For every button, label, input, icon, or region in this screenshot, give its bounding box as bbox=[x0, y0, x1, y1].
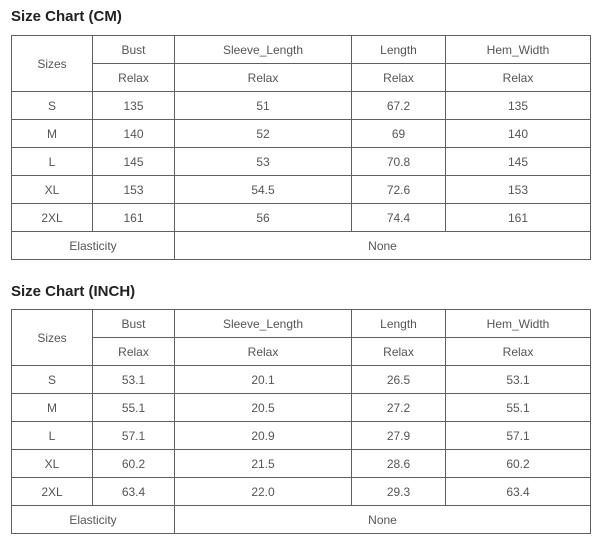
hem-width-cell: 153 bbox=[446, 176, 591, 204]
elasticity-value: None bbox=[175, 232, 591, 260]
size-chart-inch-table bbox=[11, 309, 591, 534]
hem-width-cell: 63.4 bbox=[446, 478, 591, 506]
bust-cell: 140 bbox=[93, 120, 175, 148]
sizes-header: Sizes bbox=[12, 36, 93, 92]
hem-width-cell: 135 bbox=[446, 92, 591, 120]
table-row bbox=[12, 366, 591, 394]
bust-cell: 153 bbox=[93, 176, 175, 204]
bust-header: Bust bbox=[93, 310, 175, 338]
bust-cell: 53.1 bbox=[93, 366, 175, 394]
bust-cell: 57.1 bbox=[93, 422, 175, 450]
hem-width-cell: 55.1 bbox=[446, 394, 591, 422]
sleeve-length-cell: 52 bbox=[175, 120, 352, 148]
length-header: Length bbox=[352, 310, 446, 338]
hem-width-cell: 145 bbox=[446, 148, 591, 176]
table-row bbox=[12, 394, 591, 422]
table-row bbox=[12, 422, 591, 450]
size-cell: L bbox=[12, 148, 93, 176]
size-cell: M bbox=[12, 120, 93, 148]
fit-row bbox=[12, 338, 591, 366]
sleeve-length-cell: 53 bbox=[175, 148, 352, 176]
table-row bbox=[12, 204, 591, 232]
header-row bbox=[12, 310, 591, 338]
bust-cell: 145 bbox=[93, 148, 175, 176]
bust-cell: 55.1 bbox=[93, 394, 175, 422]
sleeve-length-header: Sleeve_Length bbox=[175, 36, 352, 64]
bust-cell: 63.4 bbox=[93, 478, 175, 506]
elasticity-value: None bbox=[175, 506, 591, 534]
bust-cell: 135 bbox=[93, 92, 175, 120]
bust-cell: 161 bbox=[93, 204, 175, 232]
length-cell: 26.5 bbox=[352, 366, 446, 394]
table-row bbox=[12, 148, 591, 176]
size-chart-cm-title: Size Chart (CM) bbox=[11, 8, 122, 25]
header-row bbox=[12, 36, 591, 64]
elasticity-row bbox=[12, 506, 591, 534]
length-cell: 27.9 bbox=[352, 422, 446, 450]
sleeve-length-cell: 51 bbox=[175, 92, 352, 120]
hem-width-header: Hem_Width bbox=[446, 310, 591, 338]
sleeve-length-cell: 22.0 bbox=[175, 478, 352, 506]
length-header: Length bbox=[352, 36, 446, 64]
hem-width-cell: 140 bbox=[446, 120, 591, 148]
hem-width-fit: Relax bbox=[446, 338, 591, 366]
size-chart-cm-table bbox=[11, 35, 591, 260]
sleeve-length-cell: 20.9 bbox=[175, 422, 352, 450]
length-cell: 74.4 bbox=[352, 204, 446, 232]
table-row bbox=[12, 176, 591, 204]
size-chart-inch-title: Size Chart (INCH) bbox=[11, 283, 136, 300]
hem-width-header: Hem_Width bbox=[446, 36, 591, 64]
sizes-header: Sizes bbox=[12, 310, 93, 366]
length-fit: Relax bbox=[352, 338, 446, 366]
size-cell: S bbox=[12, 366, 93, 394]
sleeve-length-cell: 20.5 bbox=[175, 394, 352, 422]
elasticity-label: Elasticity bbox=[12, 232, 175, 260]
hem-width-cell: 57.1 bbox=[446, 422, 591, 450]
table-row bbox=[12, 120, 591, 148]
hem-width-cell: 60.2 bbox=[446, 450, 591, 478]
sleeve-length-cell: 20.1 bbox=[175, 366, 352, 394]
size-cell: M bbox=[12, 394, 93, 422]
hem-width-cell: 161 bbox=[446, 204, 591, 232]
length-cell: 29.3 bbox=[352, 478, 446, 506]
elasticity-label: Elasticity bbox=[12, 506, 175, 534]
sleeve-length-fit: Relax bbox=[175, 338, 352, 366]
bust-fit: Relax bbox=[93, 338, 175, 366]
length-cell: 69 bbox=[352, 120, 446, 148]
table-row bbox=[12, 92, 591, 120]
length-cell: 72.6 bbox=[352, 176, 446, 204]
sleeve-length-header: Sleeve_Length bbox=[175, 310, 352, 338]
size-cell: L bbox=[12, 422, 93, 450]
size-cell: XL bbox=[12, 450, 93, 478]
hem-width-cell: 53.1 bbox=[446, 366, 591, 394]
sleeve-length-cell: 56 bbox=[175, 204, 352, 232]
size-cell: S bbox=[12, 92, 93, 120]
sleeve-length-cell: 21.5 bbox=[175, 450, 352, 478]
hem-width-fit: Relax bbox=[446, 64, 591, 92]
length-cell: 27.2 bbox=[352, 394, 446, 422]
fit-row bbox=[12, 64, 591, 92]
table-row bbox=[12, 450, 591, 478]
bust-cell: 60.2 bbox=[93, 450, 175, 478]
size-cell: 2XL bbox=[12, 204, 93, 232]
sleeve-length-fit: Relax bbox=[175, 64, 352, 92]
table-row bbox=[12, 478, 591, 506]
length-cell: 70.8 bbox=[352, 148, 446, 176]
length-fit: Relax bbox=[352, 64, 446, 92]
size-cell: 2XL bbox=[12, 478, 93, 506]
bust-header: Bust bbox=[93, 36, 175, 64]
size-cell: XL bbox=[12, 176, 93, 204]
elasticity-row bbox=[12, 232, 591, 260]
length-cell: 67.2 bbox=[352, 92, 446, 120]
bust-fit: Relax bbox=[93, 64, 175, 92]
length-cell: 28.6 bbox=[352, 450, 446, 478]
sleeve-length-cell: 54.5 bbox=[175, 176, 352, 204]
